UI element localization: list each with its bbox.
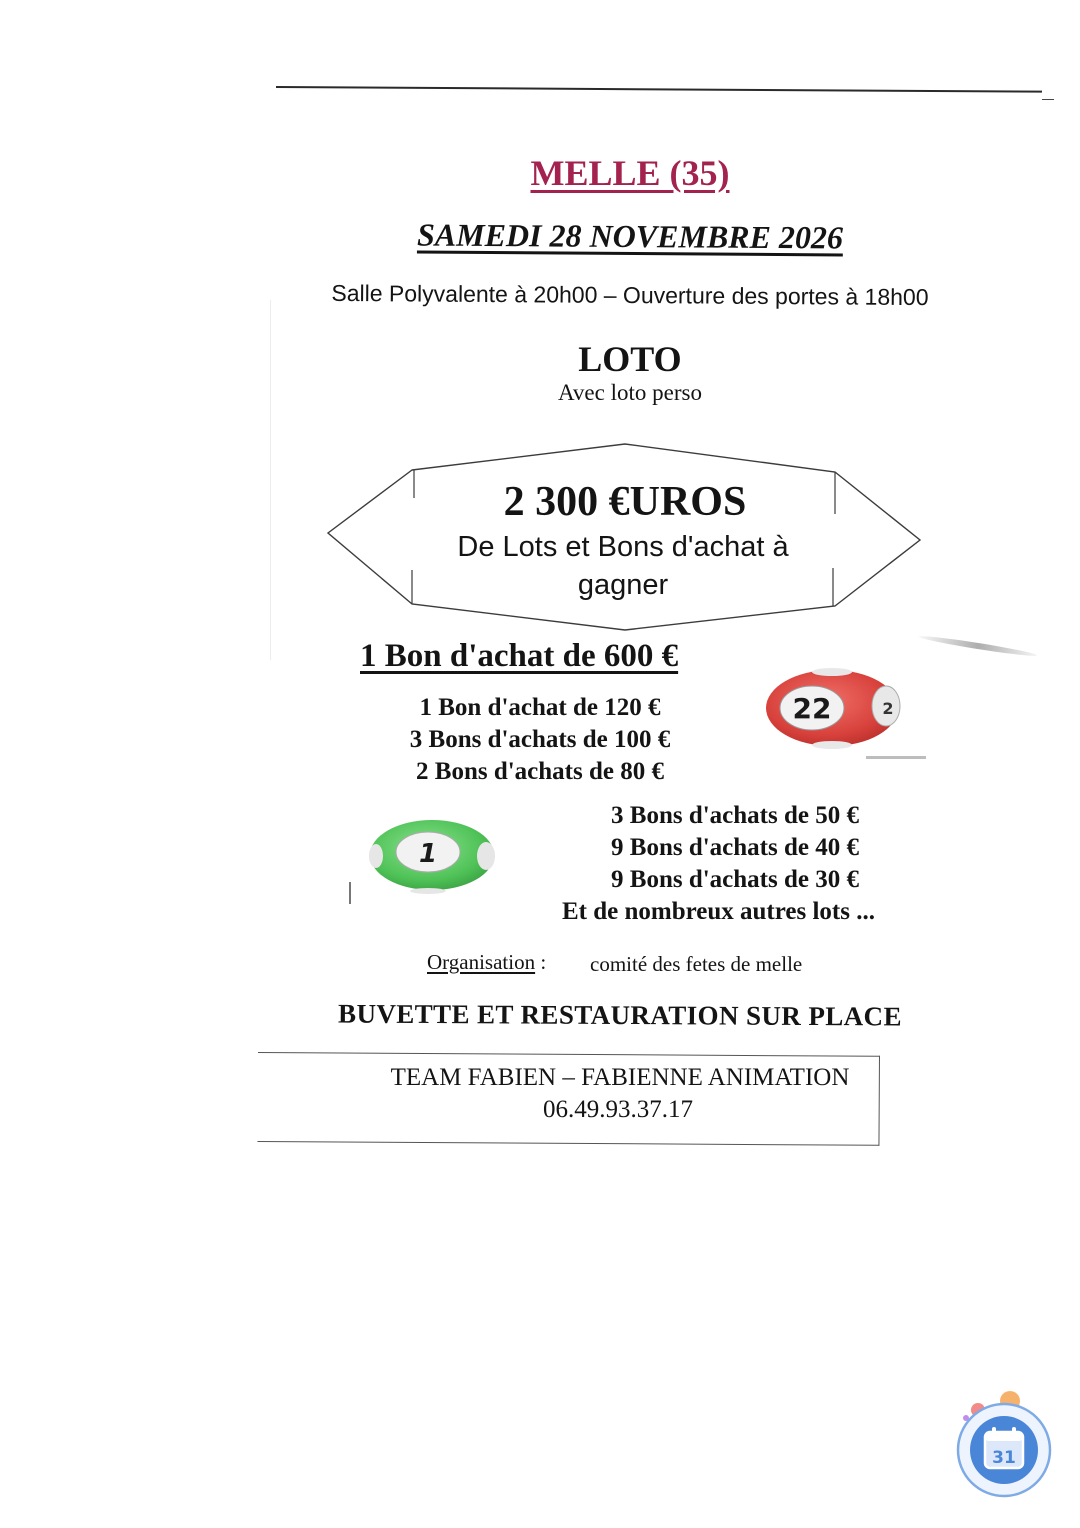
- calendar-icon: [985, 1427, 1023, 1468]
- total-prize-amount: 2 300 €UROS: [503, 479, 747, 525]
- prize-item: 9 Bons d'achats de 30 €: [611, 866, 859, 893]
- contact-phone: 06.49.93.37.17: [543, 1096, 693, 1123]
- red-ball-number: 22: [792, 692, 832, 725]
- top-rule-tick: [1042, 99, 1054, 100]
- prize-item: 3 Bons d'achats de 50 €: [611, 802, 859, 829]
- prize-item: 3 Bons d'achats de 100 €: [409, 726, 671, 753]
- prize-list-lower: [550, 800, 920, 928]
- bingo-ball-green-icon: [368, 816, 498, 894]
- prize-item: 9 Bons d'achats de 40 €: [611, 834, 859, 861]
- prize-item: Et de nombreux autres lots ...: [562, 898, 875, 925]
- catering-notice: BUVETTE ET RESTAURATION SUR PLACE: [338, 998, 902, 1032]
- organisation-label: [427, 950, 546, 975]
- organisation-label-text: Organisation: [427, 950, 536, 974]
- bingo-ball-red-icon: [764, 666, 904, 750]
- contact-name: TEAM FABIEN – FABIENNE ANIMATION: [390, 1064, 850, 1091]
- calendar-day: 31: [992, 1448, 1016, 1468]
- total-prize-description: De Lots et Bons d'achat à gagner: [457, 531, 789, 601]
- organisation-separator: :: [535, 950, 547, 974]
- prize-item: 1 Bon d'achat de 120 €: [419, 694, 661, 721]
- scan-smudge: [918, 634, 1037, 659]
- scan-mark: [866, 756, 926, 759]
- main-prize: 1 Bon d'achat de 600 €: [360, 638, 679, 674]
- top-rule: [276, 86, 1042, 93]
- prize-list-upper: [380, 692, 700, 788]
- venue-line: Salle Polyvalente à 20h00 – Ouverture des portes à 18h00: [331, 279, 929, 311]
- red-ball-side-number: 2: [882, 699, 894, 718]
- event-date: SAMEDI 28 NOVEMBRE 2026: [416, 216, 844, 256]
- poster-title: MELLE (35): [530, 153, 730, 193]
- prize-item: 2 Bons d'achats de 80 €: [416, 758, 664, 785]
- event-name: LOTO: [578, 339, 682, 379]
- event-subtitle: Avec loto perso: [558, 380, 702, 405]
- calendar-widget-button[interactable]: [954, 1388, 1058, 1498]
- organisation-value: comité des fetes de melle: [590, 952, 803, 976]
- green-ball-number: 1: [418, 839, 438, 869]
- scan-mark: [349, 882, 351, 904]
